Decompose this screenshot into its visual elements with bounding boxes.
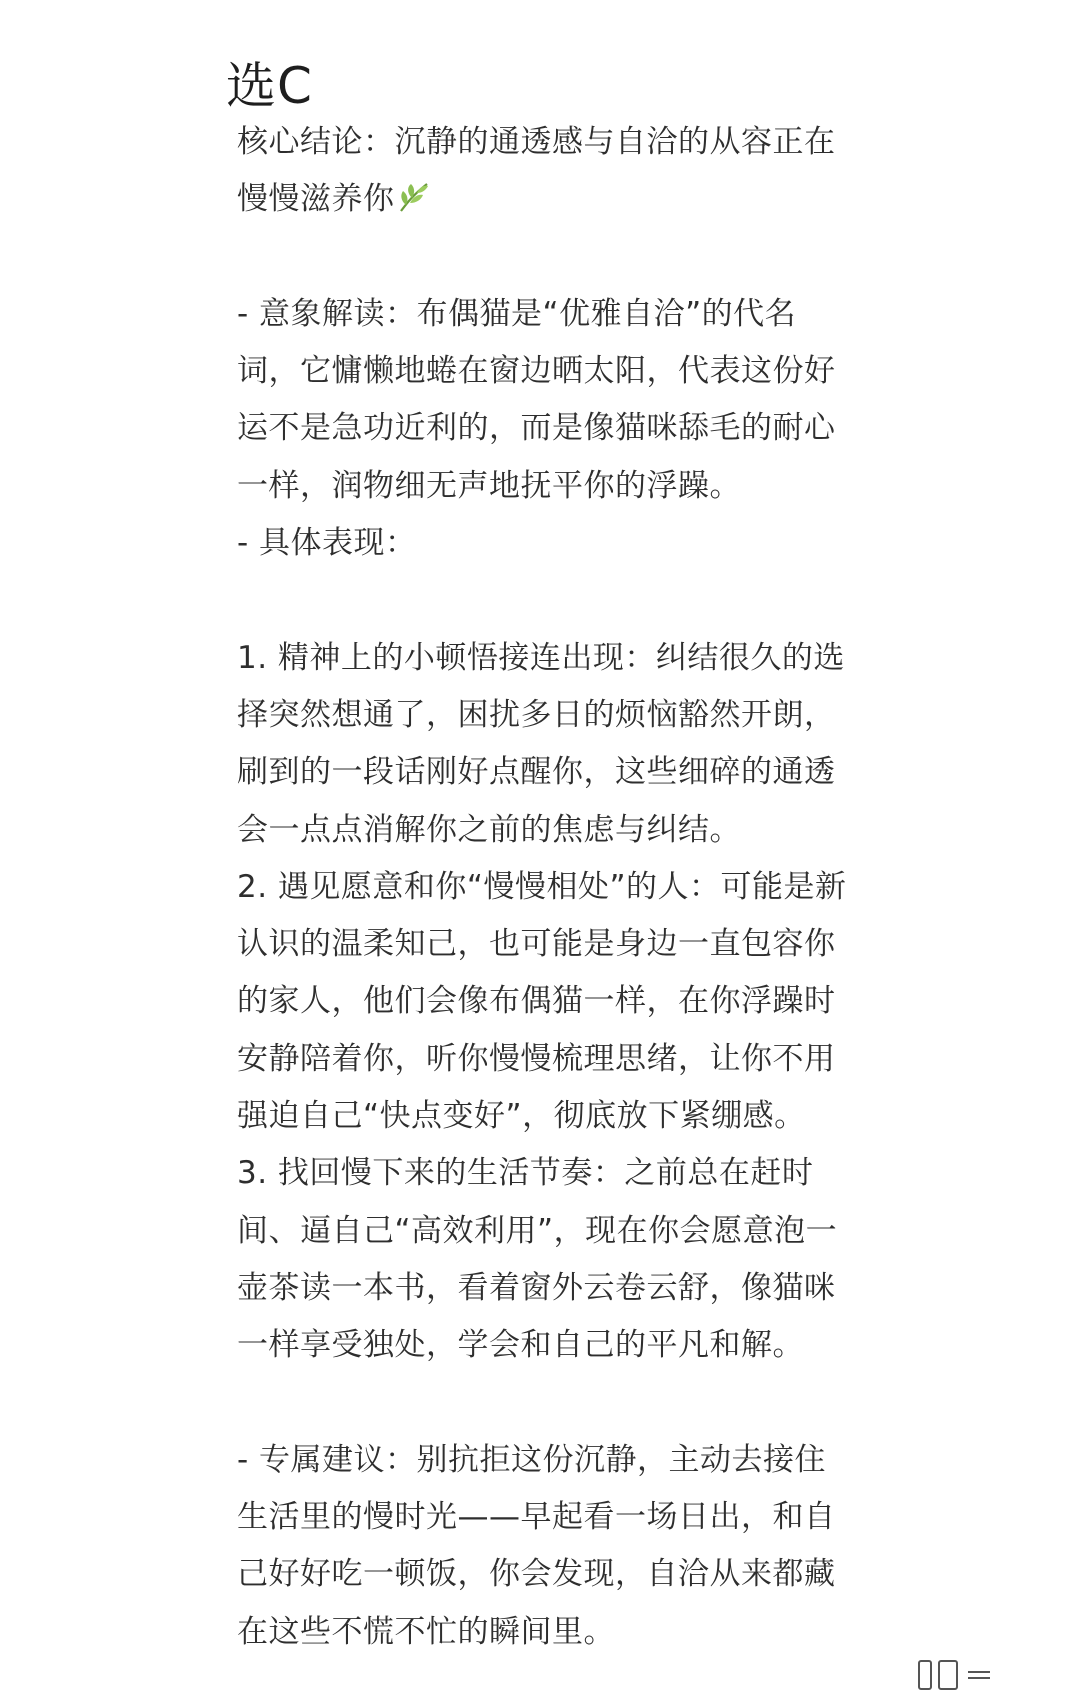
blank-line — [237, 1375, 849, 1432]
text-line — [237, 1604, 849, 1661]
watermark-lines-icon — [968, 1671, 990, 1679]
page-title: 选C — [226, 57, 313, 115]
line-text: 的家人，他们会像布偶猫一样，在你浮躁时 — [237, 983, 836, 1020]
line-text: 在这些不慌不忙的瞬间里。 — [237, 1613, 615, 1650]
watermark-bar-icon — [918, 1660, 932, 1690]
text-line — [237, 114, 849, 171]
line-text: 择突然想通了，困扰多日的烦恼豁然开朗， — [237, 696, 836, 733]
text-line — [237, 1317, 849, 1374]
line-text: 安静陪着你，听你慢慢梳理思绪，让你不用 — [237, 1040, 836, 1077]
line-text: 核心结论：沉静的通透感与自洽的从容正在 — [237, 124, 836, 160]
document-body — [237, 114, 849, 1661]
text-line — [237, 1145, 849, 1202]
text-line — [237, 1203, 849, 1260]
text-line — [237, 687, 849, 744]
text-line — [237, 1088, 849, 1145]
line-text: 间、逼自己“高效利用”，现在你会愿意泡一 — [237, 1212, 838, 1249]
line-text: 认识的温柔知己，也可能是身边一直包容你 — [237, 926, 836, 963]
text-line — [237, 1031, 849, 1088]
text-line — [237, 1432, 849, 1489]
text-line — [237, 515, 849, 572]
watermark-logo-icon — [918, 1658, 990, 1692]
line-text: - 专属建议：别抗拒这份沉静，主动去接住 — [237, 1441, 827, 1478]
text-line — [237, 458, 849, 515]
text-line — [237, 400, 849, 457]
line-text: 词，它慵懒地蜷在窗边晒太阳，代表这份好 — [237, 353, 836, 390]
watermark-bar-icon — [938, 1660, 958, 1690]
blank-line — [237, 572, 849, 629]
line-text: 强迫自己“快点变好”，彻底放下紧绷感。 — [237, 1098, 806, 1135]
text-line — [237, 802, 849, 859]
text-line — [237, 1260, 849, 1317]
text-line — [237, 286, 849, 343]
line-text: 运不是急功近利的，而是像猫咪舔毛的耐心 — [237, 410, 836, 447]
line-text: 3. 找回慢下来的生活节奏：之前总在赶时 — [237, 1155, 814, 1192]
line-text: 生活里的慢时光——早起看一场日出，和自 — [237, 1499, 836, 1536]
line-text: 己好好吃一顿饭，你会发现，自洽从来都藏 — [237, 1556, 836, 1593]
text-line — [237, 916, 849, 973]
line-text: 壶茶读一本书，看着窗外云卷云舒，像猫咪 — [237, 1269, 836, 1306]
text-line — [237, 1489, 849, 1546]
line-text: 慢慢滋养你 — [237, 181, 395, 218]
line-text: - 意象解读：布偶猫是“优雅自洽”的代名 — [237, 295, 797, 332]
text-line — [237, 744, 849, 801]
line-text: 1. 精神上的小顿悟接连出现：纠结很久的选 — [237, 639, 845, 676]
text-line — [237, 973, 849, 1030]
line-text: 2. 遇见愿意和你“慢慢相处”的人：可能是新 — [237, 868, 847, 905]
text-line — [237, 630, 849, 687]
text-line — [237, 343, 849, 400]
line-text: - 具体表现： — [237, 525, 417, 562]
text-line — [237, 1546, 849, 1603]
line-text: 一样，润物细无声地抚平你的浮躁。 — [237, 467, 741, 504]
blank-line — [237, 229, 849, 286]
text-line — [237, 171, 849, 228]
line-text: 刷到的一段话刚好点醒你，这些细碎的通透 — [237, 754, 836, 791]
line-text: 一样享受独处，学会和自己的平凡和解。 — [237, 1327, 804, 1364]
text-line — [237, 859, 849, 916]
line-text: 会一点点消解你之前的焦虑与纠结。 — [237, 811, 741, 848]
herb-leaf-icon — [397, 175, 431, 232]
